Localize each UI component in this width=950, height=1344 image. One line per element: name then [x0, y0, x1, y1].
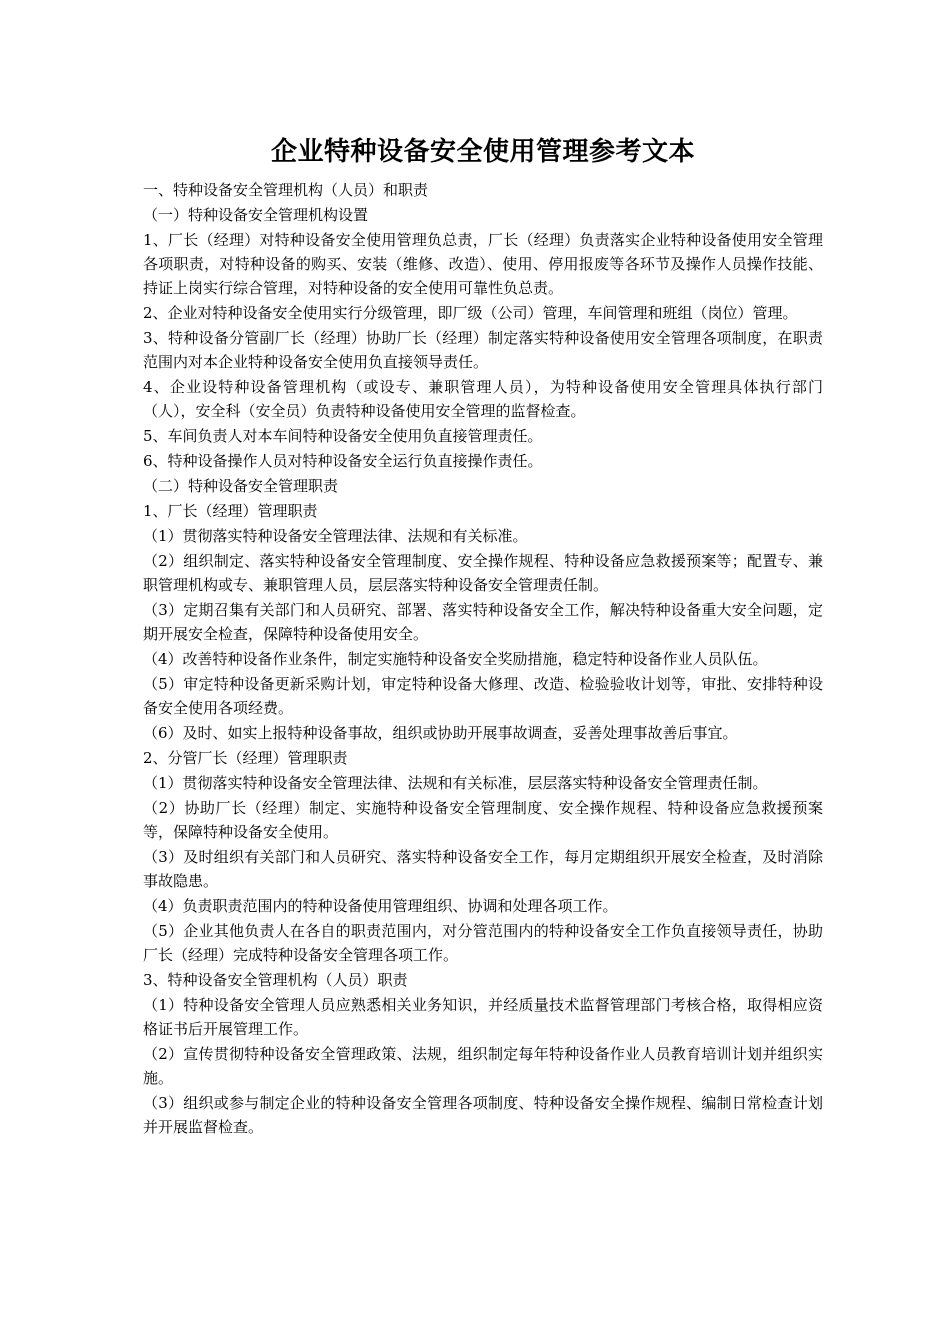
paragraph: 3、特种设备安全管理机构（人员）职责 — [143, 971, 408, 989]
paragraph: （2）协助厂长（经理）制定、实施特种设备安全管理制度、安全操作规程、特种设备应急救援预案等，保障特种设备安全使用。 — [143, 799, 823, 841]
paragraph: （1）特种设备安全管理人员应熟悉相关业务知识，并经质量技术监督管理部门考核合格，取得相应资格证书后开展管理工作。 — [143, 996, 823, 1038]
paragraph: 3、特种设备分管副厂长（经理）协助厂长（经理）制定落实特种设备使用安全管理各项制度，在职责范围内对本企业特种设备安全使用负直接领导责任。 — [143, 329, 823, 371]
paragraph: 4、企业设特种设备管理机构（或设专、兼职管理人员），为特种设备使用安全管理具体执行部门（人），安全科（安全员）负责特种设备使用安全管理的监督检查。 — [143, 378, 823, 420]
paragraph: （5）审定特种设备更新采购计划，审定特种设备大修理、改造、检验验收计划等，审批、安排特种设备安全使用各项经费。 — [143, 675, 823, 717]
paragraph: （4）改善特种设备作业条件，制定实施特种设备安全奖励措施，稳定特种设备作业人员队伍。 — [143, 650, 768, 668]
paragraph: 1、厂长（经理）管理职责 — [143, 502, 318, 520]
document-page — [143, 132, 823, 1140]
paragraph: （2）组织制定、落实特种设备安全管理制度、安全操作规程、特种设备应急救援预案等；配置专、兼职管理机构或专、兼职管理人员，层层落实特种设备安全管理责任制。 — [143, 552, 823, 594]
paragraph: 2、分管厂长（经理）管理职责 — [143, 749, 348, 767]
paragraph: （5）企业其他负责人在各自的职责范围内，对分管范围内的特种设备安全工作负直接领导责任，协助厂长（经理）完成特种设备安全管理各项工作。 — [143, 922, 823, 964]
paragraph: （1）贯彻落实特种设备安全管理法律、法规和有关标准。 — [143, 527, 528, 545]
paragraph: 2、企业对特种设备安全使用实行分级管理，即厂级（公司）管理，车间管理和班组（岗位）管理。 — [143, 304, 798, 322]
paragraph: （6）及时、如实上报特种设备事故，组织或协助开展事故调查，妥善处理事故善后事宜。 — [143, 724, 738, 742]
paragraph: （3）定期召集有关部门和人员研究、部署、落实特种设备安全工作，解决特种设备重大安全问题，定期开展安全检查，保障特种设备使用安全。 — [143, 601, 823, 643]
paragraph: （4）负责职责范围内的特种设备使用管理组织、协调和处理各项工作。 — [143, 897, 618, 915]
paragraph: （1）贯彻落实特种设备安全管理法律、法规和有关标准，层层落实特种设备安全管理责任制。 — [143, 774, 768, 792]
paragraph: （3）组织或参与制定企业的特种设备安全管理各项制度、特种设备安全操作规程、编制日常检查计划并开展监督检查。 — [143, 1094, 823, 1136]
paragraph: 5、车间负责人对本车间特种设备安全使用负直接管理责任。 — [143, 427, 543, 445]
document-body — [143, 178, 823, 1139]
paragraph: （一）特种设备安全管理机构设置 — [143, 206, 369, 224]
paragraph: 一、特种设备安全管理机构（人员）和职责 — [143, 181, 429, 199]
paragraph: （3）及时组织有关部门和人员研究、落实特种设备安全工作，每月定期组织开展安全检查，及时消除事故隐患。 — [143, 848, 823, 890]
paragraph: （二）特种设备安全管理职责 — [143, 477, 339, 495]
paragraph: （2）宣传贯彻特种设备安全管理政策、法规，组织制定每年特种设备作业人员教育培训计划并组织实施。 — [143, 1045, 823, 1087]
paragraph: 6、特种设备操作人员对特种设备安全运行负直接操作责任。 — [143, 452, 543, 470]
paragraph: 1、厂长（经理）对特种设备安全使用管理负总责，厂长（经理）负责落实企业特种设备使用安全管理各项职责，对特种设备的购买、安装（维修、改造）、使用、停用报废等各环节及操作人员操作技能、持证上岗实行综合管理，对特种设备的安全使用可靠性负总责。 — [143, 231, 823, 297]
document-title: 企业特种设备安全使用管理参考文本 — [270, 137, 695, 167]
